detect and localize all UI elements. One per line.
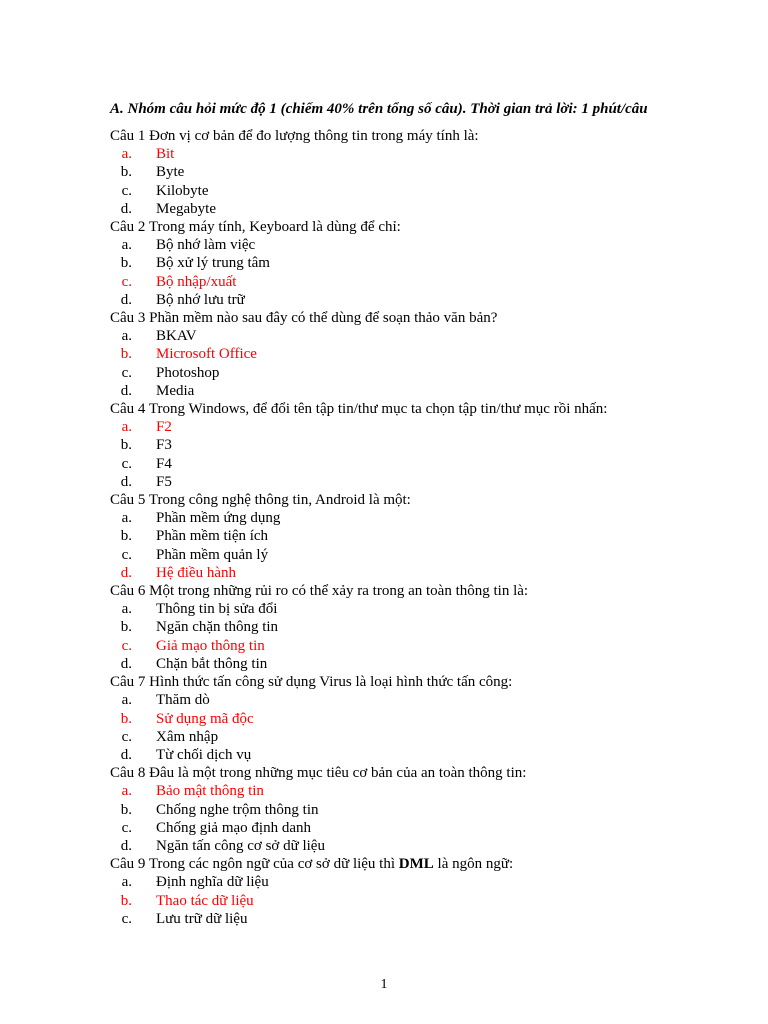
answer-option (110, 910, 670, 928)
option-text: Sử dụng mã độc (156, 710, 254, 727)
option-letter: a. (121, 237, 132, 254)
answer-option-correct (110, 418, 670, 436)
option-letter: d. (120, 473, 132, 490)
answer-options (110, 327, 670, 400)
option-letter: b. (120, 528, 132, 545)
answer-option (110, 837, 670, 855)
answer-option (110, 873, 670, 891)
option-letter: b. (120, 346, 132, 363)
answer-option (110, 746, 670, 764)
answer-option (110, 436, 670, 454)
question-line (110, 400, 670, 418)
question-block (110, 673, 670, 764)
answer-option-correct (110, 564, 670, 582)
option-letter: d. (120, 655, 132, 672)
answer-option-correct (110, 345, 670, 363)
document-page (110, 100, 670, 928)
option-text: F5 (156, 473, 172, 490)
answer-option (110, 364, 670, 382)
answer-options (110, 691, 670, 764)
answer-option (110, 691, 670, 709)
option-text: Thăm dò (156, 692, 210, 709)
option-letter: d. (120, 746, 132, 763)
question-text-main: Trong các ngôn ngữ của cơ sở dữ liệu thì (148, 856, 399, 873)
question-line (110, 309, 670, 327)
option-letter: a. (121, 692, 132, 709)
option-text: Microsoft Office (156, 346, 257, 363)
answer-option (110, 327, 670, 345)
question-block (110, 218, 670, 309)
option-text: Bộ xử lý trung tâm (156, 255, 270, 272)
answer-option (110, 728, 670, 746)
option-letter: b. (120, 255, 132, 272)
option-letter: b. (120, 892, 132, 909)
answer-option (110, 455, 670, 473)
question-line (110, 673, 670, 691)
option-letter: b. (120, 801, 132, 818)
answer-option-correct (110, 637, 670, 655)
option-text: Media (156, 382, 195, 399)
question-line (110, 855, 670, 873)
answer-option (110, 291, 670, 309)
question-block (110, 400, 670, 491)
question-label: Câu 3 (110, 310, 146, 327)
question-block (110, 764, 670, 855)
option-text: Hệ điều hành (156, 564, 236, 581)
option-text: Xâm nhập (156, 728, 219, 745)
question-line (110, 582, 670, 600)
answer-options (110, 509, 670, 582)
question-block (110, 491, 670, 582)
option-letter: b. (120, 710, 132, 727)
question-text-main: Trong công nghệ thông tin, Android là một: (148, 492, 411, 509)
option-text: Ngăn chặn thông tin (156, 619, 279, 636)
question-text (149, 128, 478, 144)
question-block (110, 855, 670, 928)
option-letter: b. (120, 619, 132, 636)
option-text: F4 (156, 455, 172, 472)
question-text-main: Trong Windows, để đổi tên tập tin/thư mục ta chọn tập tin/thư mục rồi nhấn: (148, 401, 608, 418)
question-line (110, 218, 670, 236)
question-text-bold: DML (398, 856, 434, 873)
answer-option (110, 473, 670, 491)
question-text-main: Hình thức tấn công sử dụng Virus là loại hình thức tấn công: (149, 674, 513, 691)
answer-option-correct (110, 892, 670, 910)
option-letter: d. (120, 291, 132, 308)
question-text-tail: là ngôn ngữ: (433, 856, 514, 873)
option-text: Phần mềm tiện ích (156, 528, 269, 545)
question-label: Câu 6 (110, 583, 146, 600)
question-text (149, 310, 497, 326)
question-text-main: Một trong những rủi ro có thể xảy ra trong an toàn thông tin là: (149, 583, 529, 600)
question-text (149, 674, 512, 690)
option-letter: c. (121, 455, 132, 472)
option-letter: c. (121, 910, 132, 927)
option-text: Giả mạo thông tin (156, 637, 265, 654)
option-text: Phần mềm ứng dụng (156, 510, 281, 527)
option-text: Ngăn tấn công cơ sở dữ liệu (156, 837, 325, 854)
question-text-main: Đơn vị cơ bản để đo lượng thông tin trong máy tính là: (149, 128, 479, 144)
option-text: Phần mềm quản lý (156, 546, 269, 563)
option-letter: a. (121, 874, 132, 891)
option-text: Photoshop (156, 364, 220, 381)
option-letter: d. (120, 200, 132, 217)
answer-option (110, 527, 670, 545)
option-letter: a. (121, 601, 132, 618)
answer-options (110, 873, 670, 928)
answer-option (110, 163, 670, 181)
option-letter: c. (121, 546, 132, 563)
question-block (110, 582, 670, 673)
answer-option (110, 600, 670, 618)
option-letter: c. (121, 273, 132, 290)
option-letter: b. (120, 437, 132, 454)
question-block (110, 309, 670, 400)
question-text (149, 856, 513, 872)
option-text: BKAV (156, 328, 197, 345)
answer-options (110, 782, 670, 855)
option-letter: a. (121, 419, 132, 436)
option-letter: a. (121, 783, 132, 800)
option-letter: d. (120, 837, 132, 854)
option-text: Kilobyte (156, 182, 209, 199)
option-text: Bảo mật thông tin (156, 783, 264, 800)
option-letter: c. (121, 182, 132, 199)
question-text-main: Đâu là một trong những mục tiêu cơ bản của an toàn thông tin: (149, 765, 527, 782)
question-list (110, 127, 670, 928)
option-letter: a. (121, 510, 132, 527)
answer-option (110, 546, 670, 564)
answer-option (110, 254, 670, 272)
question-text (149, 401, 608, 417)
option-letter: c. (121, 728, 132, 745)
option-letter: b. (120, 164, 132, 181)
option-text: Megabyte (156, 200, 216, 217)
answer-option-correct (110, 273, 670, 291)
option-text: F2 (156, 419, 172, 436)
answer-options (110, 418, 670, 491)
option-text: Thông tin bị sửa đổi (156, 601, 278, 618)
option-text: Bit (156, 146, 175, 163)
question-text (149, 492, 411, 508)
page-number: 1 (380, 977, 388, 992)
option-text: Chặn bắt thông tin (156, 655, 268, 672)
question-text (149, 219, 401, 235)
answer-options (110, 600, 670, 673)
option-text: Bộ nhớ làm việc (156, 237, 256, 254)
answer-option (110, 801, 670, 819)
question-label: Câu 1 (110, 128, 146, 144)
answer-option-correct (110, 782, 670, 800)
option-text: Lưu trữ dữ liệu (156, 910, 248, 927)
option-text: Byte (156, 164, 185, 181)
answer-option (110, 236, 670, 254)
option-text: Định nghĩa dữ liệu (156, 874, 269, 891)
option-text: Chống giả mạo định danh (156, 819, 311, 836)
question-text-main: Trong máy tính, Keyboard là dùng để chỉ: (148, 219, 401, 236)
option-text: Từ chối dịch vụ (156, 746, 252, 763)
option-text: Bộ nhớ lưu trữ (156, 291, 245, 308)
option-letter: a. (121, 146, 132, 163)
question-line (110, 127, 670, 145)
answer-option (110, 618, 670, 636)
answer-option (110, 655, 670, 673)
option-text: Bộ nhập/xuất (156, 273, 237, 290)
answer-option (110, 819, 670, 837)
answer-option (110, 200, 670, 218)
question-label: Câu 7 (110, 674, 146, 691)
question-label: Câu 5 (110, 492, 146, 509)
answer-option (110, 382, 670, 400)
option-letter: c. (121, 819, 132, 836)
question-label: Câu 8 (110, 765, 146, 782)
answer-options (110, 145, 670, 218)
question-block (110, 127, 670, 218)
question-text (149, 765, 526, 781)
question-label: Câu 2 (110, 219, 146, 236)
option-letter: d. (120, 382, 132, 399)
question-text (149, 583, 528, 599)
option-letter: c. (121, 364, 132, 381)
option-text: Thao tác dữ liệu (156, 892, 254, 909)
answer-option-correct (110, 710, 670, 728)
answer-option (110, 509, 670, 527)
option-letter: c. (121, 637, 132, 654)
question-label: Câu 4 (110, 401, 146, 418)
question-label: Câu 9 (110, 856, 146, 873)
question-text-main: Phần mềm nào sau đây có thể dùng để soạn thảo văn bản? (149, 310, 498, 327)
answer-options (110, 236, 670, 309)
question-line (110, 491, 670, 509)
question-line (110, 764, 670, 782)
answer-option (110, 182, 670, 200)
option-text: F3 (156, 437, 172, 454)
option-text: Chống nghe trộm thông tin (156, 801, 319, 818)
option-letter: a. (121, 328, 132, 345)
option-letter: d. (120, 564, 132, 581)
section-heading: A. Nhóm câu hỏi mức độ 1 (chiếm 40% trên tổng số câu). Thời gian trả lời: 1 phút/câu (110, 101, 648, 117)
answer-option-correct (110, 145, 670, 163)
